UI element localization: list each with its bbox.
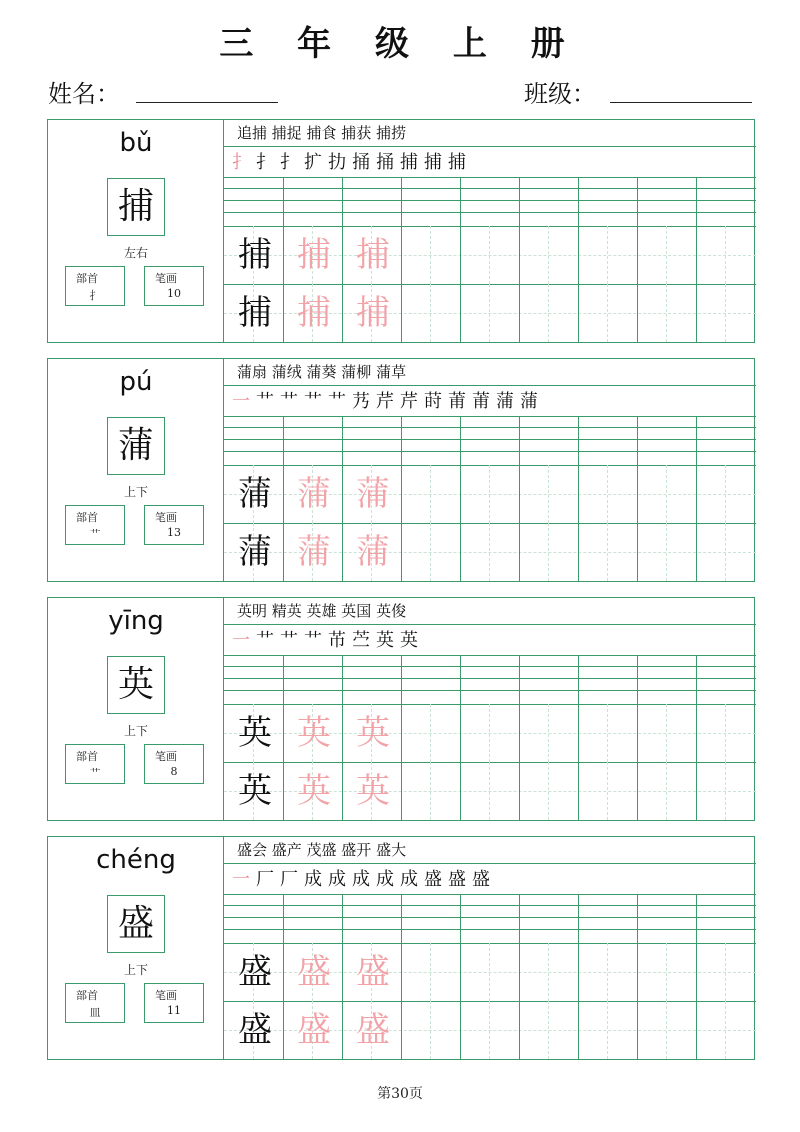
radical-value: 皿 <box>89 1006 101 1019</box>
structure-label: 上下 <box>123 485 148 499</box>
structure-label: 上下 <box>123 724 148 738</box>
pinyin-writing-band[interactable] <box>224 895 756 943</box>
example-words: 英明 精英 英雄 英国 英俊 <box>224 598 756 625</box>
trace-character: 英 <box>356 771 390 811</box>
pinyin-writing-band[interactable] <box>224 417 756 465</box>
strokes-label: 笔画 <box>155 511 177 524</box>
trace-character: 盛 <box>297 1010 331 1050</box>
stroke-step: 捕 <box>424 152 442 173</box>
stroke-step: 英 <box>400 630 418 651</box>
strokes-label: 笔画 <box>155 272 177 285</box>
radical-box <box>65 266 125 306</box>
stroke-step: 盛 <box>424 869 442 890</box>
practice-character: 捕 <box>238 293 272 333</box>
writing-grid-row[interactable] <box>224 1001 756 1059</box>
strokes-value: 8 <box>170 765 178 778</box>
practice-character: 捕 <box>238 235 272 275</box>
stroke-step: 成 <box>304 869 322 890</box>
trace-character: 英 <box>297 771 331 811</box>
trace-character: 盛 <box>356 1010 390 1050</box>
character-box: 盛 <box>107 895 165 953</box>
structure-label: 上下 <box>123 963 148 977</box>
stroke-step: 扌 <box>232 152 250 173</box>
strokes-box <box>144 505 204 545</box>
strokes-box <box>144 744 204 784</box>
radical-label: 部首 <box>76 750 98 763</box>
writing-grid-row[interactable] <box>224 226 756 284</box>
trace-character: 蒲 <box>356 474 390 514</box>
stroke-step: 艹 <box>304 391 322 412</box>
strokes-value: 10 <box>167 287 181 300</box>
stroke-step: 成 <box>376 869 394 890</box>
stroke-step: 蒲 <box>496 391 514 412</box>
strokes-box <box>144 266 204 306</box>
character-info-panel <box>48 359 224 581</box>
character-info-panel <box>48 120 224 342</box>
writing-grid-row[interactable] <box>224 465 756 523</box>
radical-box <box>65 983 125 1023</box>
stroke-step: 一 <box>232 869 250 890</box>
writing-grid-row[interactable] <box>224 523 756 581</box>
practice-character: 英 <box>238 713 272 753</box>
trace-character: 英 <box>356 713 390 753</box>
class-field <box>524 74 596 109</box>
character-box: 英 <box>107 656 165 714</box>
stroke-order-row <box>224 864 756 895</box>
strokes-label: 笔画 <box>155 989 177 1002</box>
radical-label: 部首 <box>76 511 98 524</box>
pinyin-writing-band[interactable] <box>224 178 756 226</box>
character-card <box>47 597 755 821</box>
name-field <box>48 74 120 109</box>
stroke-step: 蒲 <box>520 391 538 412</box>
practice-character: 英 <box>238 771 272 811</box>
class-label: 班级： <box>524 80 596 108</box>
stroke-step: 艹 <box>256 391 274 412</box>
name-blank[interactable] <box>136 102 278 103</box>
stroke-step: 英 <box>376 630 394 651</box>
class-blank[interactable] <box>610 102 752 103</box>
stroke-order-row <box>224 147 756 178</box>
stroke-step: 艹 <box>328 391 346 412</box>
stroke-step: 一 <box>232 391 250 412</box>
stroke-step: 扐 <box>328 152 346 173</box>
trace-character: 盛 <box>356 952 390 992</box>
radical-value: 扌 <box>89 289 101 302</box>
stroke-step: 盛 <box>472 869 490 890</box>
name-label: 姓名： <box>48 80 120 108</box>
stroke-step: 艹 <box>256 630 274 651</box>
writing-grid-row[interactable] <box>224 704 756 762</box>
radical-value: 艹 <box>89 528 101 541</box>
stroke-step: 成 <box>352 869 370 890</box>
stroke-step: 捅 <box>376 152 394 173</box>
stroke-order-row <box>224 625 756 656</box>
trace-character: 捕 <box>356 293 390 333</box>
stroke-step: 艹 <box>280 391 298 412</box>
stroke-step: 莆 <box>448 391 466 412</box>
character-info-panel <box>48 837 224 1059</box>
writing-grid-row[interactable] <box>224 284 756 342</box>
trace-character: 蒲 <box>356 532 390 572</box>
stroke-step: 厂 <box>256 869 274 890</box>
character-card <box>47 358 755 582</box>
trace-character: 盛 <box>297 952 331 992</box>
character-info-panel <box>48 598 224 820</box>
stroke-step: 一 <box>232 630 250 651</box>
stroke-step: 成 <box>400 869 418 890</box>
strokes-box <box>144 983 204 1023</box>
pinyin: chéng <box>96 845 176 875</box>
pinyin: yīng <box>108 606 164 636</box>
character-box: 蒲 <box>107 417 165 475</box>
page-title: 三 年 级 上 册 <box>219 24 581 64</box>
stroke-step: 芇 <box>328 630 346 651</box>
writing-grid-row[interactable] <box>224 943 756 1001</box>
trace-character: 英 <box>297 713 331 753</box>
stroke-step: 扌 <box>256 152 274 173</box>
stroke-step: 艹 <box>304 630 322 651</box>
trace-character: 蒲 <box>297 532 331 572</box>
practice-character: 蒲 <box>238 532 272 572</box>
stroke-step: 艿 <box>352 391 370 412</box>
radical-value: 艹 <box>89 767 101 780</box>
stroke-step: 苎 <box>352 630 370 651</box>
strokes-label: 笔画 <box>155 750 177 763</box>
stroke-step: 盛 <box>448 869 466 890</box>
stroke-step: 捕 <box>448 152 466 173</box>
writing-grid-row[interactable] <box>224 762 756 820</box>
character-card <box>47 836 755 1060</box>
radical-box <box>65 505 125 545</box>
stroke-step: 厂 <box>280 869 298 890</box>
example-words: 追捕 捕捉 捕食 捕获 捕捞 <box>224 120 756 147</box>
stroke-step: 捅 <box>352 152 370 173</box>
pinyin-writing-band[interactable] <box>224 656 756 704</box>
stroke-step: 莳 <box>424 391 442 412</box>
example-words: 蒲扇 蒲绒 蒲葵 蒲柳 蒲草 <box>224 359 756 386</box>
stroke-step: 芹 <box>376 391 394 412</box>
trace-character: 捕 <box>297 293 331 333</box>
pinyin: pú <box>119 367 153 397</box>
stroke-step: 扩 <box>304 152 322 173</box>
structure-label: 左右 <box>123 246 148 260</box>
stroke-step: 捕 <box>400 152 418 173</box>
stroke-step: 成 <box>328 869 346 890</box>
trace-character: 捕 <box>356 235 390 275</box>
stroke-step: 莆 <box>472 391 490 412</box>
strokes-value: 13 <box>167 526 181 539</box>
character-card <box>47 119 755 343</box>
strokes-value: 11 <box>167 1004 181 1017</box>
practice-character: 蒲 <box>238 474 272 514</box>
stroke-step: 艹 <box>280 630 298 651</box>
trace-character: 蒲 <box>297 474 331 514</box>
character-box: 捕 <box>107 178 165 236</box>
trace-character: 捕 <box>297 235 331 275</box>
radical-box <box>65 744 125 784</box>
practice-character: 盛 <box>238 952 272 992</box>
practice-character: 盛 <box>238 1010 272 1050</box>
stroke-step: 芹 <box>400 391 418 412</box>
radical-label: 部首 <box>76 272 98 285</box>
radical-label: 部首 <box>76 989 98 1002</box>
stroke-order-row <box>224 386 756 417</box>
page-number: 第30页 <box>377 1086 423 1102</box>
pinyin: bǔ <box>119 128 153 158</box>
example-words: 盛会 盛产 茂盛 盛开 盛大 <box>224 837 756 864</box>
stroke-step: 扌 <box>280 152 298 173</box>
